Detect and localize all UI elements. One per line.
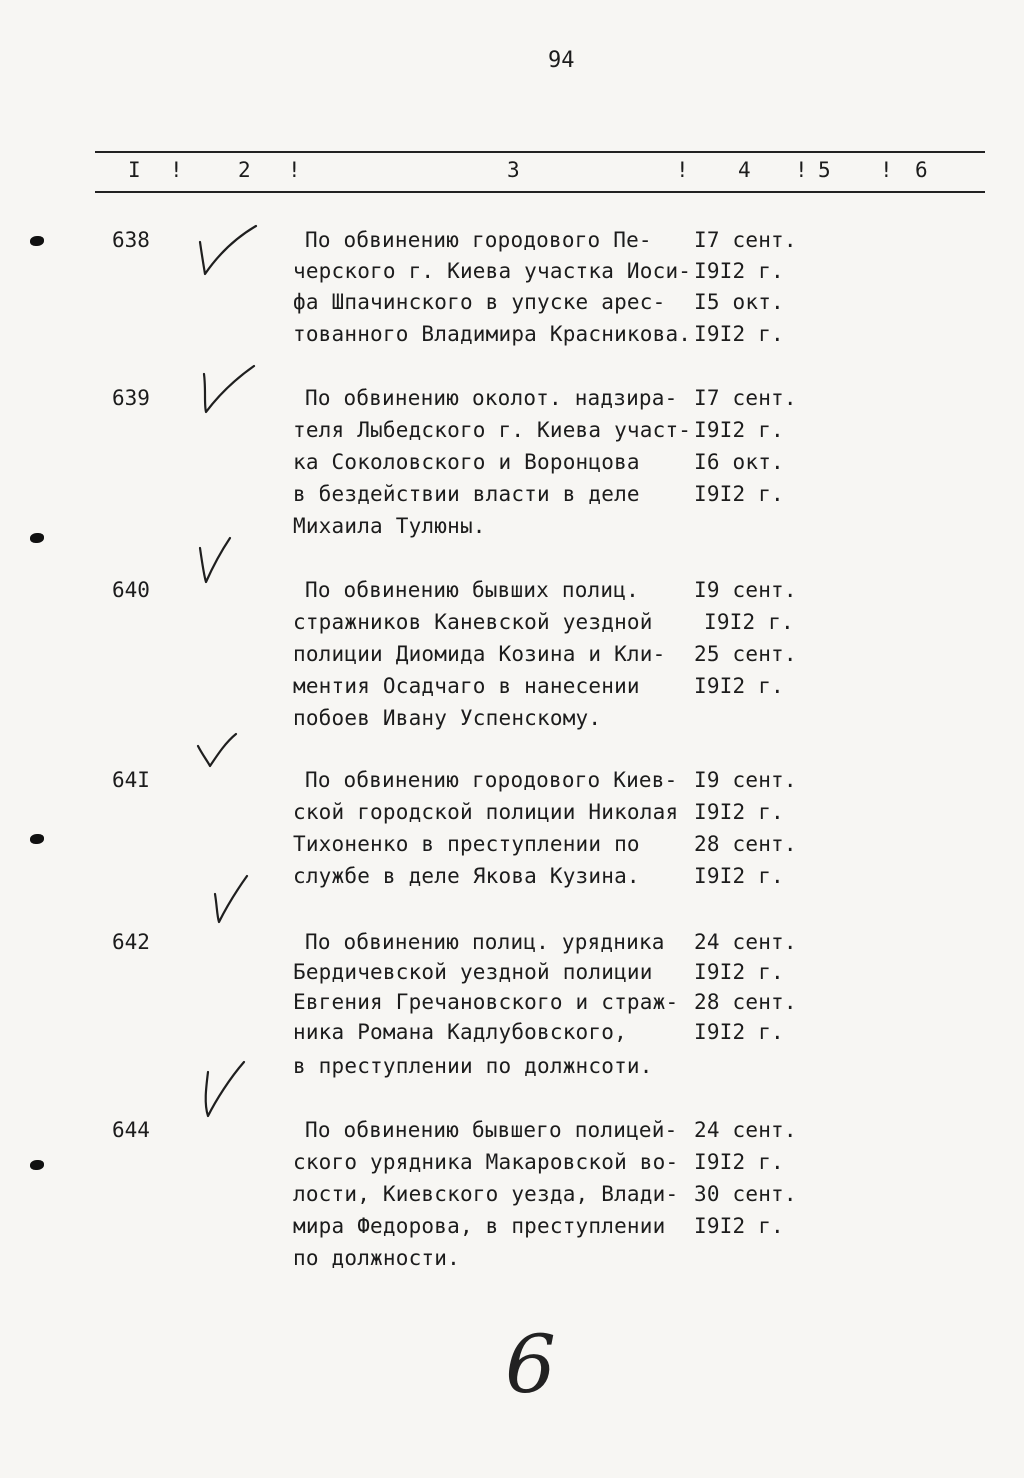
description-line: теля Лыбедского г. Киева участ- xyxy=(293,418,692,442)
date-line: I9 сент. xyxy=(694,768,797,792)
date-line: I9I2 г. xyxy=(694,1150,784,1174)
page-number: 94 xyxy=(548,48,575,73)
entry-number: 644 xyxy=(112,1118,150,1142)
date-line: I9I2 г. xyxy=(694,1214,784,1238)
punch-hole-mark xyxy=(30,236,44,246)
checkmark-icon xyxy=(196,1056,252,1122)
description-line: Михаила Тулюны. xyxy=(293,514,486,538)
description-line: По обвинению бывших полиц. xyxy=(305,578,639,602)
header-col-6: 6 xyxy=(915,158,928,182)
description-line: ментия Осадчаго в нанесении xyxy=(293,674,640,698)
handwritten-number: 6 xyxy=(505,1318,556,1411)
date-line: I9I2 г. xyxy=(694,960,784,984)
date-line: 24 сент. xyxy=(694,930,797,954)
checkmark-icon xyxy=(190,534,238,588)
header-col-3: 3 xyxy=(507,158,520,182)
date-line: I9I2 г. xyxy=(694,864,784,888)
description-line: ника Романа Кадлубовского, xyxy=(293,1020,627,1044)
date-line: 24 сент. xyxy=(694,1118,797,1142)
date-line: 30 сент. xyxy=(694,1182,797,1206)
date-line: 28 сент. xyxy=(694,990,797,1014)
date-line: I7 сент. xyxy=(694,386,797,410)
entry-number: 638 xyxy=(112,228,150,252)
date-line: I9I2 г. xyxy=(694,1020,784,1044)
header-col-2: 2 xyxy=(238,158,251,182)
date-line: 28 сент. xyxy=(694,832,797,856)
description-line: Тихоненко в преступлении по xyxy=(293,832,640,856)
description-line: ской городской полиции Николая xyxy=(293,800,679,824)
description-line: Евгения Гречановского и страж- xyxy=(293,990,679,1014)
description-line: По обвинению околот. надзира- xyxy=(305,386,678,410)
header-bottom-rule xyxy=(95,191,985,193)
description-line: службе в деле Якова Кузина. xyxy=(293,864,640,888)
date-line: I6 окт. xyxy=(694,450,784,474)
date-line: I9I2 г. xyxy=(694,259,784,283)
description-line: По обвинению городового Киев- xyxy=(305,768,678,792)
description-line: Бердичевской уездной полиции xyxy=(293,960,653,984)
header-separator: ! xyxy=(795,158,808,182)
description-line: черского г. Киева участка Иоси- xyxy=(293,259,692,283)
punch-hole-mark xyxy=(30,1160,44,1170)
header-separator: ! xyxy=(676,158,689,182)
header-separator: ! xyxy=(288,158,301,182)
checkmark-icon xyxy=(194,362,260,418)
header-col-4: 4 xyxy=(738,158,751,182)
description-line: побоев Ивану Успенскому. xyxy=(293,706,602,730)
header-col-5: 5 xyxy=(818,158,831,182)
checkmark-icon xyxy=(205,872,255,928)
description-line: лости, Киевского уезда, Влади- xyxy=(293,1182,679,1206)
date-line: I9I2 г. xyxy=(694,800,784,824)
date-line: I9I2 г. xyxy=(704,610,794,634)
date-line: I9I2 г. xyxy=(694,418,784,442)
header-col-1: I xyxy=(128,158,141,182)
description-line: полиции Диомида Козина и Кли- xyxy=(293,642,666,666)
description-line: фа Шпачинского в упуске арес- xyxy=(293,290,666,314)
description-line: тованного Владимира Красникова. xyxy=(293,322,692,346)
date-line: I9 сент. xyxy=(694,578,797,602)
description-line: По обвинению бывшего полицей- xyxy=(305,1118,678,1142)
description-line: по должности. xyxy=(293,1246,460,1270)
entry-number: 640 xyxy=(112,578,150,602)
punch-hole-mark xyxy=(30,834,44,844)
entry-number: 64I xyxy=(112,768,150,792)
description-line: По обвинению полиц. урядника xyxy=(305,930,665,954)
description-line: ка Соколовского и Воронцова xyxy=(293,450,640,474)
description-line: мира Федорова, в преступлении xyxy=(293,1214,666,1238)
date-line: 25 сент. xyxy=(694,642,797,666)
date-line: I9I2 г. xyxy=(694,322,784,346)
description-line: стражников Каневской уездной xyxy=(293,610,653,634)
description-line: в преступлении по должнсоти. xyxy=(293,1054,653,1078)
description-line: По обвинению городового Пе- xyxy=(305,228,652,252)
description-line: ского урядника Макаровской во- xyxy=(293,1150,679,1174)
checkmark-icon xyxy=(192,222,264,280)
header-top-rule xyxy=(95,151,985,153)
description-line: в бездействии власти в деле xyxy=(293,482,640,506)
entry-number: 642 xyxy=(112,930,150,954)
date-line: I5 окт. xyxy=(694,290,784,314)
date-line: I7 сент. xyxy=(694,228,797,252)
date-line: I9I2 г. xyxy=(694,482,784,506)
header-separator: ! xyxy=(170,158,183,182)
entry-number: 639 xyxy=(112,386,150,410)
punch-hole-mark xyxy=(30,533,44,543)
header-separator: ! xyxy=(880,158,893,182)
checkmark-icon xyxy=(190,730,240,772)
date-line: I9I2 г. xyxy=(694,674,784,698)
